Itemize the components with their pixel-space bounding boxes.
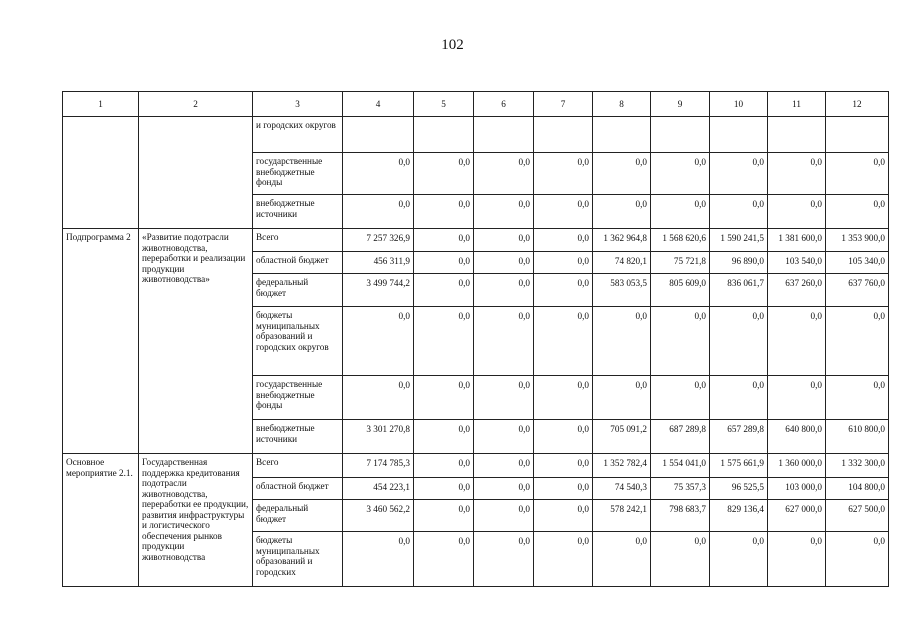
- col-header: 5: [414, 92, 474, 117]
- value-cell: 0,0: [414, 229, 474, 252]
- value-cell: 0,0: [651, 307, 710, 376]
- value-cell: 0,0: [474, 376, 534, 420]
- value-cell: 0,0: [593, 195, 651, 229]
- value-cell: 0,0: [593, 153, 651, 195]
- value-cell: 0,0: [593, 376, 651, 420]
- value-cell: 0,0: [474, 478, 534, 500]
- value-cell: 3 499 744,2: [343, 274, 414, 307]
- col-header: 9: [651, 92, 710, 117]
- value-cell: 0,0: [534, 500, 593, 532]
- value-cell: 3 301 270,8: [343, 420, 414, 454]
- value-cell: 0,0: [414, 420, 474, 454]
- value-cell: 0,0: [768, 153, 826, 195]
- value-cell: [768, 117, 826, 153]
- value-cell: 0,0: [534, 454, 593, 478]
- funding-source-cell: бюджеты муниципальных образований и городских округов: [253, 307, 343, 376]
- col-header: 1: [63, 92, 139, 117]
- value-cell: 0,0: [343, 532, 414, 587]
- value-cell: 0,0: [768, 307, 826, 376]
- funding-source-cell: областной бюджет: [253, 252, 343, 274]
- value-cell: [826, 117, 889, 153]
- value-cell: 0,0: [826, 532, 889, 587]
- budget-table: [62, 91, 889, 587]
- value-cell: 805 609,0: [651, 274, 710, 307]
- funding-source-cell: внебюджетные источники: [253, 195, 343, 229]
- value-cell: 0,0: [826, 195, 889, 229]
- value-cell: 7 257 326,9: [343, 229, 414, 252]
- value-cell: 1 362 964,8: [593, 229, 651, 252]
- header-row: [63, 92, 889, 117]
- program-name-cell: [139, 117, 253, 229]
- funding-source-cell: федеральный бюджет: [253, 500, 343, 532]
- value-cell: 627 000,0: [768, 500, 826, 532]
- value-cell: 0,0: [343, 376, 414, 420]
- col-header: 7: [534, 92, 593, 117]
- funding-source-cell: областной бюджет: [253, 478, 343, 500]
- program-code-cell: Подпрограмма 2: [63, 229, 139, 454]
- col-header: 4: [343, 92, 414, 117]
- value-cell: 0,0: [474, 274, 534, 307]
- value-cell: 0,0: [651, 376, 710, 420]
- value-cell: 0,0: [414, 478, 474, 500]
- value-cell: 0,0: [474, 307, 534, 376]
- table-row: [63, 117, 889, 153]
- value-cell: 0,0: [474, 420, 534, 454]
- value-cell: [343, 117, 414, 153]
- col-header: 10: [710, 92, 768, 117]
- value-cell: 798 683,7: [651, 500, 710, 532]
- value-cell: 105 340,0: [826, 252, 889, 274]
- value-cell: 0,0: [651, 153, 710, 195]
- value-cell: 0,0: [534, 532, 593, 587]
- funding-source-cell: Всего: [253, 229, 343, 252]
- value-cell: 583 053,5: [593, 274, 651, 307]
- value-cell: 104 800,0: [826, 478, 889, 500]
- value-cell: 637 260,0: [768, 274, 826, 307]
- table-row: [63, 229, 889, 252]
- value-cell: 0,0: [826, 376, 889, 420]
- value-cell: [651, 117, 710, 153]
- value-cell: 0,0: [414, 307, 474, 376]
- funding-source-cell: государственные внебюджетные фонды: [253, 376, 343, 420]
- value-cell: 0,0: [343, 153, 414, 195]
- value-cell: 0,0: [534, 420, 593, 454]
- value-cell: 0,0: [474, 454, 534, 478]
- col-header: 2: [139, 92, 253, 117]
- value-cell: 0,0: [826, 307, 889, 376]
- value-cell: 1 360 000,0: [768, 454, 826, 478]
- value-cell: 74 540,3: [593, 478, 651, 500]
- value-cell: 0,0: [414, 153, 474, 195]
- value-cell: [534, 117, 593, 153]
- funding-source-cell: и городских округов: [253, 117, 343, 153]
- value-cell: [414, 117, 474, 153]
- value-cell: 1 590 241,5: [710, 229, 768, 252]
- value-cell: 74 820,1: [593, 252, 651, 274]
- value-cell: 657 289,8: [710, 420, 768, 454]
- value-cell: 578 242,1: [593, 500, 651, 532]
- value-cell: 0,0: [414, 274, 474, 307]
- col-header: 12: [826, 92, 889, 117]
- value-cell: 3 460 562,2: [343, 500, 414, 532]
- col-header: 6: [474, 92, 534, 117]
- page-number: 102: [441, 37, 464, 53]
- value-cell: 0,0: [414, 195, 474, 229]
- value-cell: 454 223,1: [343, 478, 414, 500]
- value-cell: 0,0: [474, 229, 534, 252]
- value-cell: 1 554 041,0: [651, 454, 710, 478]
- value-cell: 0,0: [534, 153, 593, 195]
- value-cell: 0,0: [534, 478, 593, 500]
- value-cell: 829 136,4: [710, 500, 768, 532]
- value-cell: 687 289,8: [651, 420, 710, 454]
- program-name-cell: «Развитие подотрасли животноводства, переработки и реализации продукции животноводства»: [139, 229, 253, 454]
- value-cell: 0,0: [414, 500, 474, 532]
- value-cell: 1 568 620,6: [651, 229, 710, 252]
- value-cell: [593, 117, 651, 153]
- value-cell: 0,0: [710, 532, 768, 587]
- value-cell: 0,0: [534, 195, 593, 229]
- col-header: 8: [593, 92, 651, 117]
- value-cell: 103 540,0: [768, 252, 826, 274]
- funding-source-cell: бюджеты муниципальных образований и городских: [253, 532, 343, 587]
- value-cell: 0,0: [651, 532, 710, 587]
- value-cell: 0,0: [768, 195, 826, 229]
- value-cell: 0,0: [593, 307, 651, 376]
- value-cell: 96 525,5: [710, 478, 768, 500]
- value-cell: 0,0: [414, 252, 474, 274]
- funding-source-cell: Всего: [253, 454, 343, 478]
- program-name-cell: Государственная поддержка кредитования подотрасли животноводства, переработки ее продукции, развития инфраструктуры и логистического обеспечения рынков продукции животноводства: [139, 454, 253, 587]
- value-cell: 0,0: [474, 153, 534, 195]
- funding-source-cell: государственные внебюджетные фонды: [253, 153, 343, 195]
- value-cell: 836 061,7: [710, 274, 768, 307]
- value-cell: 1 381 600,0: [768, 229, 826, 252]
- value-cell: [474, 117, 534, 153]
- value-cell: 0,0: [414, 454, 474, 478]
- funding-source-cell: внебюджетные источники: [253, 420, 343, 454]
- col-header: 3: [253, 92, 343, 117]
- value-cell: 1 352 782,4: [593, 454, 651, 478]
- table-body: [63, 117, 889, 587]
- value-cell: 0,0: [474, 252, 534, 274]
- program-code-cell: Основное мероприятие 2.1.: [63, 454, 139, 587]
- value-cell: 0,0: [414, 376, 474, 420]
- value-cell: 1 575 661,9: [710, 454, 768, 478]
- value-cell: 0,0: [768, 532, 826, 587]
- value-cell: [710, 117, 768, 153]
- value-cell: 610 800,0: [826, 420, 889, 454]
- value-cell: 7 174 785,3: [343, 454, 414, 478]
- value-cell: 0,0: [414, 532, 474, 587]
- value-cell: 0,0: [768, 376, 826, 420]
- value-cell: 0,0: [710, 307, 768, 376]
- value-cell: 0,0: [534, 307, 593, 376]
- funding-source-cell: федеральный бюджет: [253, 274, 343, 307]
- value-cell: 1 353 900,0: [826, 229, 889, 252]
- value-cell: 0,0: [534, 274, 593, 307]
- value-cell: 75 357,3: [651, 478, 710, 500]
- value-cell: 103 000,0: [768, 478, 826, 500]
- value-cell: 705 091,2: [593, 420, 651, 454]
- value-cell: 96 890,0: [710, 252, 768, 274]
- program-code-cell: [63, 117, 139, 229]
- value-cell: 0,0: [651, 195, 710, 229]
- value-cell: 0,0: [593, 532, 651, 587]
- value-cell: 627 500,0: [826, 500, 889, 532]
- value-cell: 640 800,0: [768, 420, 826, 454]
- value-cell: 0,0: [534, 229, 593, 252]
- value-cell: 0,0: [474, 195, 534, 229]
- col-header: 11: [768, 92, 826, 117]
- value-cell: 0,0: [710, 153, 768, 195]
- value-cell: 637 760,0: [826, 274, 889, 307]
- value-cell: 0,0: [710, 376, 768, 420]
- value-cell: 1 332 300,0: [826, 454, 889, 478]
- value-cell: 0,0: [710, 195, 768, 229]
- value-cell: 0,0: [343, 307, 414, 376]
- value-cell: 456 311,9: [343, 252, 414, 274]
- value-cell: 0,0: [474, 532, 534, 587]
- value-cell: 0,0: [343, 195, 414, 229]
- value-cell: 0,0: [474, 500, 534, 532]
- value-cell: 0,0: [534, 376, 593, 420]
- value-cell: 75 721,8: [651, 252, 710, 274]
- value-cell: 0,0: [826, 153, 889, 195]
- value-cell: 0,0: [534, 252, 593, 274]
- table-row: [63, 454, 889, 478]
